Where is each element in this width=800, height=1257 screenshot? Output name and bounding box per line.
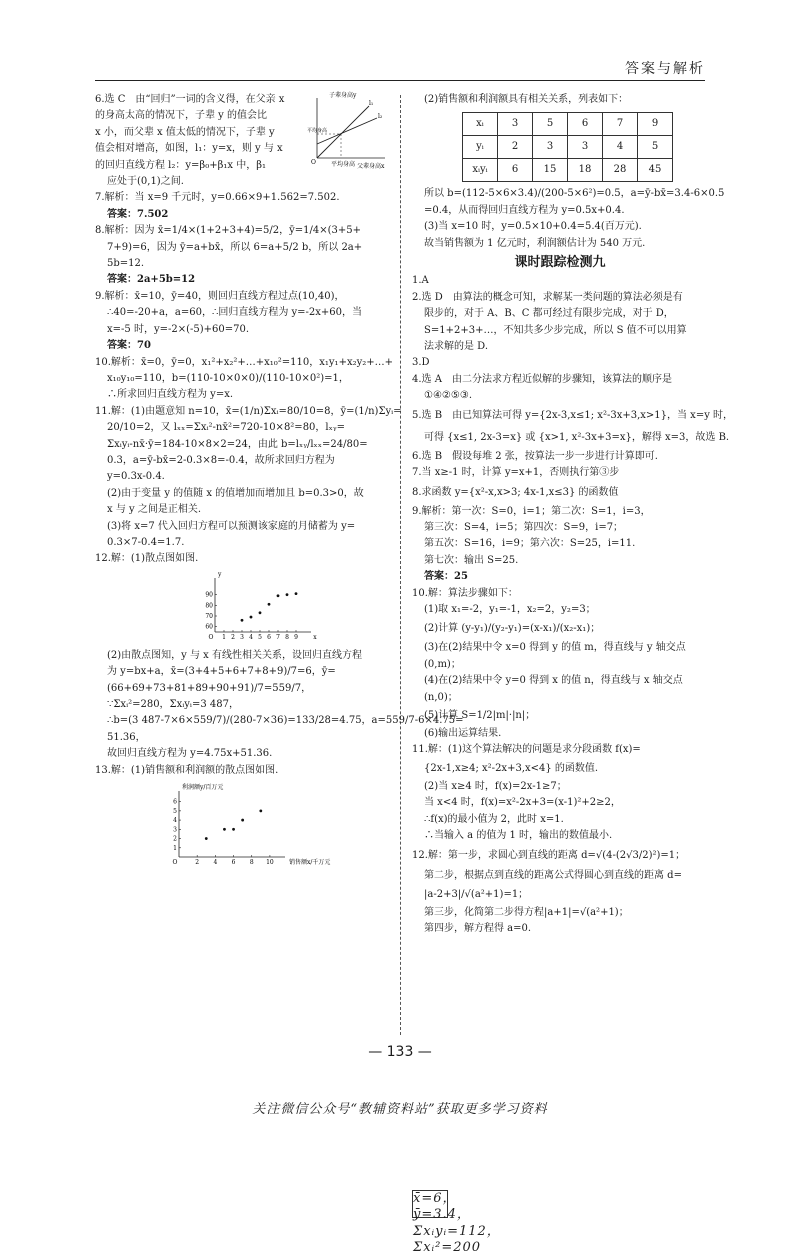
regression-concept-figure [307, 92, 387, 172]
data-point [277, 594, 280, 597]
x-axis-label: 销售额x/千万元 [289, 859, 331, 867]
x-tick-label: 2 [195, 859, 200, 867]
fig-origin: O [311, 159, 316, 166]
text-line: (2)计算 (y-y₁)/(y₂-y₁)=(x-x₁)/(x₂-x₁)； [424, 623, 601, 635]
text-line: (5)计算 S=1/2|m|·|n|； [424, 709, 536, 721]
table-cell: 18 [568, 159, 603, 182]
text-line: 9.解析：第一次：S=0，i=1；第二次：S=1，i=3， [412, 505, 651, 517]
text-line: 12.解：(1)散点图如图. [95, 553, 199, 565]
x-axis-label: x [313, 633, 317, 641]
text-line: 6.选 B 假设每堆 2 张，按算法一步一步进行计算即可. [412, 450, 658, 462]
scatter-chart-savings [195, 570, 395, 646]
text-line: 2.选 D 由算法的概念可知，求解某一类问题的算法必须是有 [412, 291, 683, 303]
text-line: 的身高太高的情况下，子辈 y 的值会比 [95, 110, 268, 122]
x-tick-label: 2 [231, 633, 235, 641]
answer-line: 答案：7.502 [107, 208, 169, 220]
text-line: 11.解：(1)这个算法解决的问题是求分段函数 f(x)= [412, 744, 641, 756]
chart-origin: O [208, 633, 214, 641]
text-line: 1.A [412, 275, 429, 287]
x-tick-label: 10 [266, 859, 274, 867]
text-line: ∴b=(3 487-7×6×559/7)/(280-7×36)=133/28=4.75，a=559/7-6×4.75= [107, 715, 464, 727]
text-line: 7.解析：当 x=9 千元时，y=0.66×9+1.562=7.502. [95, 192, 340, 204]
text-line: x₁₀y₁₀=110，b=(110-10×0×0)/(110-10×0²)=1， [107, 372, 349, 384]
text-line: 0.3，a=ȳ-bx̄=2-0.3×8=-0.4，故所求回归方程为 [107, 454, 335, 466]
text-line: ①④②⑤③. [424, 390, 473, 402]
fig-l1-label: l₁ [369, 100, 374, 107]
text-line: (n,0)； [424, 691, 458, 703]
data-point [259, 611, 262, 614]
text-line: 所以 b=(112-5×6×3.4)/(200-5×6²)=0.5，a=ȳ-bx̄=3.4-6×0.5 [424, 188, 725, 200]
y-tick-label: 1 [173, 844, 177, 852]
text-line: 7.当 x≥-1 时，计算 y=x+1，否则执行第③步 [412, 467, 620, 479]
x-tick-label: 8 [249, 859, 254, 867]
y-tick-label: 5 [173, 807, 177, 815]
table-cell: 15 [533, 159, 568, 182]
text-line: 9.解析：x̄=10，ȳ=40，则回归直线方程过点(10,40)， [95, 290, 345, 302]
table-footer-row [463, 182, 673, 183]
y-axis-label: 利润额y/百万元 [182, 784, 224, 792]
text-line: 10.解：算法步骤如下： [412, 587, 518, 599]
text-line: 12.解：第一步，求圆心到直线的距离 d=√(4-(2√3/2)²)=1； [412, 850, 686, 862]
y-tick-label: 2 [173, 835, 177, 843]
text-line: 故当销售额为 1 亿元时，利润额估计为 540 万元. [424, 237, 646, 249]
data-point [250, 615, 253, 618]
table-row-label: xᵢyᵢ [463, 159, 498, 182]
table-cell: 28 [603, 159, 638, 182]
fig-ylabel: 子辈身高y [329, 92, 357, 99]
text-line: ∵Σxᵢ²=280，Σxᵢyᵢ=3 487， [107, 699, 239, 710]
x-tick-label: 5 [258, 633, 262, 641]
data-point [259, 809, 262, 812]
table-row-label: yᵢ [463, 136, 498, 159]
text-line: 第五次：S=16，i=9；第六次：S=25，i=11. [424, 538, 636, 550]
text-line: 法求解的是 D. [424, 341, 489, 353]
text-line: Σxᵢyᵢ-nx̄·ȳ=184-10×8×2=24，由此 b=lₓᵧ/lₓₓ=24/80= [107, 438, 368, 450]
table-cell: 7 [603, 113, 638, 136]
right-column [412, 92, 734, 1256]
answer-line: 答案：70 [107, 340, 151, 352]
table-cell: 6 [498, 159, 533, 182]
text-line: 3.D [412, 357, 430, 369]
text-line: ∴40=-20+a，a=60，∴回归直线方程为 y=-2x+60，当 [107, 307, 363, 319]
text-line: (6)输出运算结果. [424, 727, 502, 739]
text-line: =0.4，从而得回归直线方程为 y=0.5x+0.4. [424, 204, 625, 216]
text-line: 的回归直线方程 l₂：y=β₀+β₁x 中，β₁ [95, 159, 266, 171]
x-tick-label: 4 [249, 633, 253, 641]
text-line: 可得 {x≤1, 2x-3=x} 或 {x>1, x²-3x+3=x}，解得 x=3，故选 B. [424, 431, 730, 443]
text-line: 11.解：(1)由题意知 n=10，x̄=(1/n)Σxᵢ=80/10=8，ȳ=(1/n)Σyᵢ= [95, 405, 402, 417]
table-cell: 5 [638, 136, 673, 159]
y-axis-label: y [218, 570, 222, 578]
text-line: (2)由散点图知，y 与 x 有线性相关关系，设回归直线方程 [107, 649, 362, 661]
text-line: x 小，而父辈 x 值太低的情况下，子辈 y [95, 126, 275, 138]
text-line: 故回归直线方程为 y=4.75x+51.36. [107, 748, 273, 760]
table-cell: 3 [533, 136, 568, 159]
text-line: 应处于(0,1)之间. [107, 176, 184, 188]
text-line: 为 y=bx+a，x̄=(3+4+5+6+7+8+9)/7=6，ȳ= [107, 666, 336, 678]
text-line: 限步的，对于 A、B、C 都可经过有限步完成，对于 D， [424, 308, 674, 320]
page-number: — 133 — [368, 1044, 432, 1060]
answer-line: 答案：2a+5b=12 [107, 274, 196, 286]
data-point [268, 603, 271, 606]
text-line: 4.选 A 由二分法求方程近似解的步骤知，该算法的顺序是 [412, 373, 672, 385]
text-line: (3)当 x=10 时，y=0.5×10+0.4=5.4(百万元). [424, 221, 642, 233]
text-line: (2)当 x≥4 时，f(x)=2x-1≥7； [424, 780, 567, 792]
y-tick-label: 60 [205, 623, 213, 631]
text-line: 值会相对增高，如图，l₁：y=x，则 y 与 x [95, 143, 283, 155]
x-tick-label: 9 [294, 633, 298, 641]
text-line: 10.解析：x̄=0，ȳ=0，x₁²+x₂²+…+x₁₀²=110，x₁y₁+x₂y₂+…+ [95, 356, 394, 368]
table-row-label: xᵢ [463, 113, 498, 136]
footer-note: 关注微信公众号“教辅资料站”获取更多学习资料 [252, 1102, 548, 1117]
text-line: 13.解：(1)销售额和利润额的散点图如图. [95, 764, 279, 776]
text-line: (1)取 x₁=-2，y₁=-1，x₂=2，y₂=3； [424, 603, 596, 615]
table-cell: 2 [498, 136, 533, 159]
fig-xlabel: 父辈身高x [357, 163, 385, 170]
table-cell: 45 [638, 159, 673, 182]
text-line: 5.选 B 由已知算法可得 y={2x-3,x≤1; x²-3x+3,x>1}，当 x=y 时， [412, 409, 734, 421]
text-line: 8.解析：因为 x̄=1/4×(1+2+3+4)=5/2，ȳ=1/4×(3+5+ [95, 225, 361, 237]
x-tick-label: 8 [285, 633, 289, 641]
text-line: 51.36， [107, 731, 146, 743]
table-row [463, 159, 673, 182]
table-cell: 9 [638, 113, 673, 136]
table-cell: 3 [568, 136, 603, 159]
chart-origin: O [172, 859, 178, 867]
data-point [286, 593, 289, 596]
x-tick-label: 3 [240, 633, 244, 641]
text-line: 8.求函数 y={x²-x,x>3; 4x-1,x≤3} 的函数值 [412, 486, 619, 498]
y-tick-label: 4 [173, 817, 177, 825]
text-line: S=1+2+3+…，不知共多少步完成，所以 S 值不可以用算 [424, 324, 687, 336]
fig-ymark: 平均身高 [307, 128, 328, 134]
text-line: ∴所求回归直线方程为 y=x. [107, 389, 234, 401]
text-line: 6.选 C 由“回归”一词的含义得，在父亲 x [95, 94, 285, 105]
text-line: (66+69+73+81+89+90+91)/7=559/7， [107, 682, 312, 694]
table-cell: 6 [568, 113, 603, 136]
text-line: ∴f(x)的最小值为 2，此时 x=1. [424, 813, 564, 825]
table-footer-cell: x̄=6，ȳ=3.4，Σxᵢyᵢ=112，Σxᵢ²=200 [413, 1191, 501, 1256]
text-line: (3)在(2)结果中令 x=0 得到 y 的值 m，得直线与 y 轴交点 [424, 642, 686, 654]
scatter-chart-sales-profit [155, 781, 355, 873]
text-line: x=-5 时，y=-2×(-5)+60=70. [107, 323, 250, 335]
x-tick-label: 1 [222, 633, 226, 641]
data-point [223, 828, 226, 831]
header-title: 答案与解析 [625, 61, 705, 77]
table-cell: 5 [533, 113, 568, 136]
text-line: 第七次：输出 S=25. [424, 554, 519, 566]
answer-line: 答案：25 [424, 571, 468, 583]
text-line: 第三次：S=4，i=5；第四次：S=9，i=7； [424, 521, 624, 533]
page-header [95, 50, 705, 81]
x-tick-label: 4 [213, 859, 218, 867]
x-tick-label: 6 [231, 859, 236, 867]
text-line: 0.3×7-0.4=1.7. [107, 536, 185, 548]
data-point [205, 837, 208, 840]
fig-xmark: 平均身高 [331, 161, 356, 168]
text-line: |a-2+3|/√(a²+1)=1； [424, 888, 529, 900]
text-line: 5b=12. [107, 258, 145, 270]
text-line: (3)将 x=7 代入回归方程可以预测该家庭的月储蓄为 y= [107, 520, 356, 532]
data-point [232, 828, 235, 831]
y-tick-label: 90 [205, 591, 213, 599]
table-row [463, 113, 673, 136]
text-line: ∴当输入 a 的值为 1 时，输出的数值最小. [424, 830, 613, 841]
x-tick-label: 6 [267, 633, 271, 641]
text-line: {2x-1,x≥4; x²-2x+3,x<4} 的函数值. [424, 762, 599, 774]
y-tick-label: 3 [173, 826, 177, 834]
section-title: 课时跟踪检测九 [514, 255, 606, 271]
table-row [463, 136, 673, 159]
y-tick-label: 6 [173, 798, 177, 806]
text-line: (2)销售额和利润额具有相关关系，列表如下： [424, 94, 629, 105]
text-line: 20/10=2，又 lₓₓ=Σxᵢ²-nx̄²=720-10×8²=80，lₓᵧ= [107, 422, 345, 434]
table-cell: 4 [603, 136, 638, 159]
text-line: (0,m)； [424, 658, 461, 670]
q6-block [95, 92, 387, 174]
text-line: 第三步，化简第二步得方程|a+1|=√(a²+1)； [424, 906, 629, 918]
column-divider [400, 95, 401, 1035]
fig-l2-label: l₂ [378, 113, 383, 120]
text-line: y=0.3x-0.4. [107, 471, 165, 483]
y-tick-label: 70 [205, 612, 213, 620]
data-point [295, 592, 298, 595]
text-line: 当 x<4 时，f(x)=x²-2x+3=(x-1)²+2≥2， [424, 797, 621, 809]
text-line: 第二步，根据点到直线的距离公式得圆心到直线的距离 d= [424, 870, 682, 882]
data-point [241, 819, 244, 822]
y-tick-label: 80 [205, 602, 213, 610]
data-point [241, 619, 244, 622]
text-line: 7+9)=6，因为 ȳ=a+bx̄，所以 6=a+5/2 b，所以 2a+ [107, 241, 363, 253]
table-cell: 3 [498, 113, 533, 136]
text-line: (4)在(2)结果中令 y=0 得到 x 的值 n，得直线与 x 轴交点 [424, 675, 683, 687]
x-tick-label: 7 [276, 633, 280, 641]
text-line: (2)由于变量 y 的值随 x 的值增加而增加且 b=0.3>0，故 [107, 487, 364, 499]
text-line: 第四步，解方程得 a=0. [424, 923, 532, 935]
text-line: x 与 y 之间是正相关. [107, 504, 202, 516]
